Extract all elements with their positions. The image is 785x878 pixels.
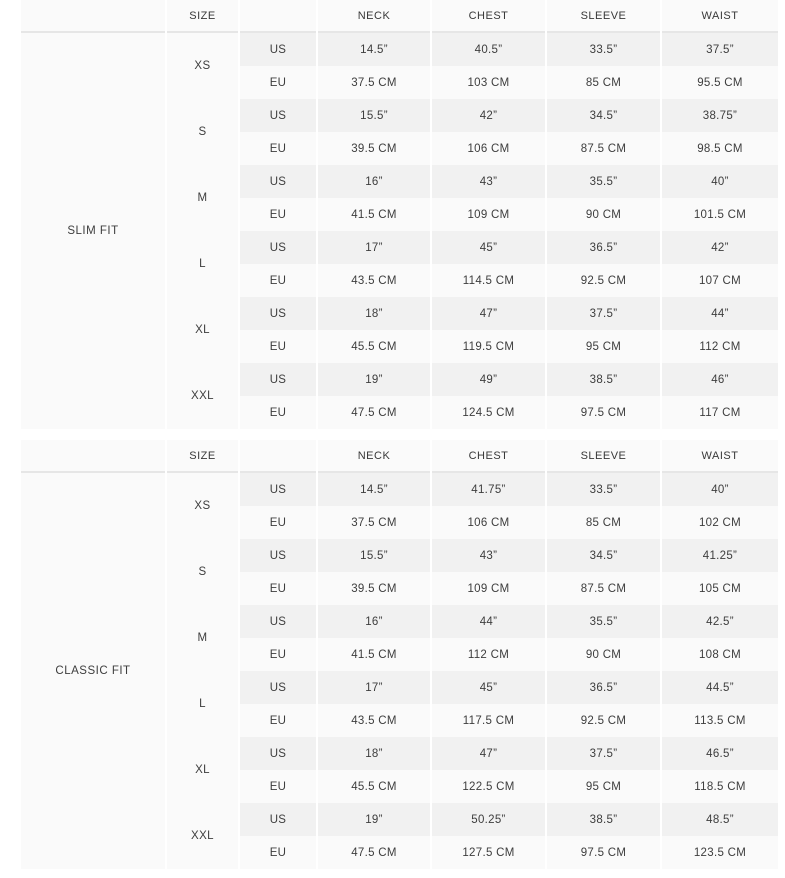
- chest-value: 117.5 CM: [432, 704, 545, 737]
- waist-value: 42”: [662, 231, 778, 264]
- size-label: XXL: [167, 803, 238, 869]
- sleeve-column-header: SLEEVE: [547, 440, 660, 473]
- sleeve-value: 95 CM: [547, 770, 660, 803]
- sleeve-value: 92.5 CM: [547, 704, 660, 737]
- chest-value: 119.5 CM: [432, 330, 545, 363]
- chest-value: 109 CM: [432, 572, 545, 605]
- chest-value: 127.5 CM: [432, 836, 545, 869]
- chest-value: 45”: [432, 671, 545, 704]
- sleeve-value: 35.5”: [547, 165, 660, 198]
- chest-value: 124.5 CM: [432, 396, 545, 429]
- chest-value: 43”: [432, 539, 545, 572]
- neck-value: 45.5 CM: [318, 330, 430, 363]
- chest-value: 47”: [432, 297, 545, 330]
- waist-value: 40”: [662, 473, 778, 506]
- sleeve-value: 35.5”: [547, 605, 660, 638]
- sleeve-value: 33.5”: [547, 473, 660, 506]
- fit-label: SLIM FIT: [21, 33, 165, 429]
- sleeve-value: 97.5 CM: [547, 836, 660, 869]
- neck-value: 39.5 CM: [318, 572, 430, 605]
- chest-value: 40.5”: [432, 33, 545, 66]
- region-label-us: US: [240, 231, 316, 264]
- chest-value: 109 CM: [432, 198, 545, 231]
- chest-value: 50.25”: [432, 803, 545, 836]
- neck-value: 16”: [318, 605, 430, 638]
- sleeve-value: 85 CM: [547, 66, 660, 99]
- waist-value: 38.75”: [662, 99, 778, 132]
- region-label-eu: EU: [240, 396, 316, 429]
- region-label-eu: EU: [240, 330, 316, 363]
- region-label-eu: EU: [240, 836, 316, 869]
- neck-value: 47.5 CM: [318, 396, 430, 429]
- waist-value: 41.25”: [662, 539, 778, 572]
- region-label-us: US: [240, 165, 316, 198]
- chest-value: 103 CM: [432, 66, 545, 99]
- waist-value: 95.5 CM: [662, 66, 778, 99]
- waist-value: 42.5”: [662, 605, 778, 638]
- neck-value: 43.5 CM: [318, 264, 430, 297]
- chest-value: 114.5 CM: [432, 264, 545, 297]
- waist-value: 118.5 CM: [662, 770, 778, 803]
- neck-value: 17”: [318, 671, 430, 704]
- waist-value: 46.5”: [662, 737, 778, 770]
- size-label: M: [167, 605, 238, 671]
- fit-column-header: [21, 440, 165, 473]
- region-label-us: US: [240, 363, 316, 396]
- waist-column-header: WAIST: [662, 0, 778, 33]
- sleeve-value: 97.5 CM: [547, 396, 660, 429]
- size-label: XL: [167, 737, 238, 803]
- neck-value: 37.5 CM: [318, 66, 430, 99]
- size-label: XS: [167, 33, 238, 99]
- chest-value: 44”: [432, 605, 545, 638]
- table-separator: [19, 429, 780, 440]
- fit-label: CLASSIC FIT: [21, 473, 165, 869]
- waist-value: 46”: [662, 363, 778, 396]
- neck-value: 41.5 CM: [318, 638, 430, 671]
- chest-value: 41.75”: [432, 473, 545, 506]
- neck-value: 43.5 CM: [318, 704, 430, 737]
- chest-value: 47”: [432, 737, 545, 770]
- chest-value: 122.5 CM: [432, 770, 545, 803]
- region-label-us: US: [240, 737, 316, 770]
- waist-value: 48.5”: [662, 803, 778, 836]
- chest-value: 106 CM: [432, 506, 545, 539]
- size-label: XS: [167, 473, 238, 539]
- size-label: XXL: [167, 363, 238, 429]
- neck-value: 47.5 CM: [318, 836, 430, 869]
- waist-value: 105 CM: [662, 572, 778, 605]
- sleeve-value: 85 CM: [547, 506, 660, 539]
- sleeve-value: 34.5”: [547, 99, 660, 132]
- region-label-eu: EU: [240, 704, 316, 737]
- sleeve-value: 34.5”: [547, 539, 660, 572]
- sleeve-value: 90 CM: [547, 198, 660, 231]
- sleeve-value: 33.5”: [547, 33, 660, 66]
- size-label: S: [167, 539, 238, 605]
- neck-value: 39.5 CM: [318, 132, 430, 165]
- region-label-us: US: [240, 297, 316, 330]
- neck-value: 14.5”: [318, 473, 430, 506]
- region-label-eu: EU: [240, 638, 316, 671]
- size-label: S: [167, 99, 238, 165]
- region-label-us: US: [240, 803, 316, 836]
- waist-value: 40”: [662, 165, 778, 198]
- waist-value: 107 CM: [662, 264, 778, 297]
- neck-value: 17”: [318, 231, 430, 264]
- neck-value: 14.5”: [318, 33, 430, 66]
- chest-column-header: CHEST: [432, 440, 545, 473]
- sleeve-value: 95 CM: [547, 330, 660, 363]
- region-label-us: US: [240, 539, 316, 572]
- chest-value: 106 CM: [432, 132, 545, 165]
- sleeve-value: 87.5 CM: [547, 572, 660, 605]
- region-label-us: US: [240, 33, 316, 66]
- waist-column-header: WAIST: [662, 440, 778, 473]
- region-label-eu: EU: [240, 506, 316, 539]
- chest-value: 45”: [432, 231, 545, 264]
- sleeve-column-header: SLEEVE: [547, 0, 660, 33]
- neck-value: 41.5 CM: [318, 198, 430, 231]
- region-label-us: US: [240, 605, 316, 638]
- table-header-row: [21, 440, 778, 473]
- chest-value: 112 CM: [432, 638, 545, 671]
- us-row: [21, 33, 778, 66]
- waist-value: 98.5 CM: [662, 132, 778, 165]
- chest-value: 43”: [432, 165, 545, 198]
- sleeve-value: 90 CM: [547, 638, 660, 671]
- neck-value: 15.5”: [318, 539, 430, 572]
- waist-value: 37.5”: [662, 33, 778, 66]
- region-label-eu: EU: [240, 66, 316, 99]
- neck-value: 18”: [318, 737, 430, 770]
- neck-value: 18”: [318, 297, 430, 330]
- waist-value: 44”: [662, 297, 778, 330]
- neck-value: 19”: [318, 363, 430, 396]
- neck-value: 45.5 CM: [318, 770, 430, 803]
- region-label-us: US: [240, 99, 316, 132]
- region-label-eu: EU: [240, 572, 316, 605]
- chest-value: 49”: [432, 363, 545, 396]
- size-label: L: [167, 671, 238, 737]
- fit-column-header: [21, 0, 165, 33]
- us-row: [21, 473, 778, 506]
- sleeve-value: 36.5”: [547, 671, 660, 704]
- waist-value: 123.5 CM: [662, 836, 778, 869]
- neck-value: 19”: [318, 803, 430, 836]
- sleeve-value: 87.5 CM: [547, 132, 660, 165]
- region-column-header: [240, 440, 316, 473]
- sleeve-value: 36.5”: [547, 231, 660, 264]
- chest-value: 42”: [432, 99, 545, 132]
- classic-fit-table: [19, 440, 780, 869]
- size-label: L: [167, 231, 238, 297]
- region-label-eu: EU: [240, 132, 316, 165]
- region-label-eu: EU: [240, 770, 316, 803]
- chest-column-header: CHEST: [432, 0, 545, 33]
- neck-value: 37.5 CM: [318, 506, 430, 539]
- waist-value: 117 CM: [662, 396, 778, 429]
- waist-value: 108 CM: [662, 638, 778, 671]
- table-header-row: [21, 0, 778, 33]
- size-label: M: [167, 165, 238, 231]
- neck-value: 16”: [318, 165, 430, 198]
- sleeve-value: 38.5”: [547, 803, 660, 836]
- region-column-header: [240, 0, 316, 33]
- sleeve-value: 92.5 CM: [547, 264, 660, 297]
- waist-value: 102 CM: [662, 506, 778, 539]
- region-label-us: US: [240, 473, 316, 506]
- neck-value: 15.5”: [318, 99, 430, 132]
- size-label: XL: [167, 297, 238, 363]
- neck-column-header: NECK: [318, 0, 430, 33]
- waist-value: 113.5 CM: [662, 704, 778, 737]
- region-label-eu: EU: [240, 198, 316, 231]
- neck-column-header: NECK: [318, 440, 430, 473]
- sleeve-value: 37.5”: [547, 737, 660, 770]
- waist-value: 112 CM: [662, 330, 778, 363]
- size-column-header: SIZE: [167, 440, 238, 473]
- sleeve-value: 37.5”: [547, 297, 660, 330]
- size-column-header: SIZE: [167, 0, 238, 33]
- region-label-eu: EU: [240, 264, 316, 297]
- region-label-us: US: [240, 671, 316, 704]
- waist-value: 44.5”: [662, 671, 778, 704]
- slim-fit-table: [19, 0, 780, 429]
- waist-value: 101.5 CM: [662, 198, 778, 231]
- sleeve-value: 38.5”: [547, 363, 660, 396]
